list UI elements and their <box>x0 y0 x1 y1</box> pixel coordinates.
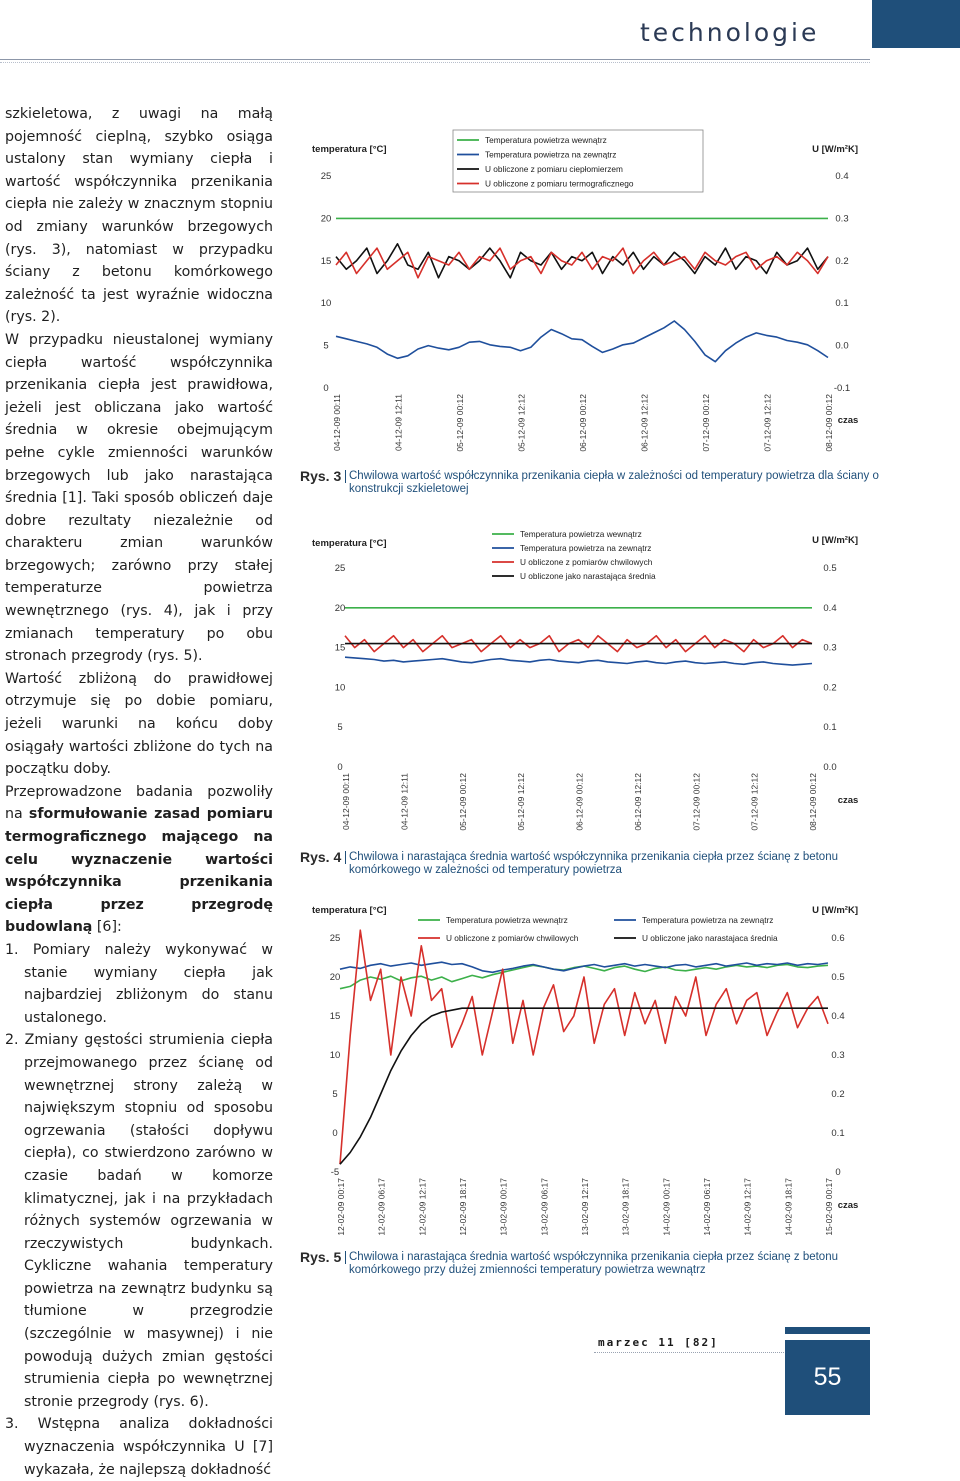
time-axis-label: czas <box>837 795 859 806</box>
right-tick-label: 0.3 <box>831 1050 845 1061</box>
x-tick-label: 08-12-09 00:12 <box>824 394 834 452</box>
left-axis-label: temperatura [°C] <box>312 905 387 916</box>
series-line <box>336 321 828 362</box>
right-tick-label: 0.5 <box>831 972 845 983</box>
page-number: 55 <box>785 1340 870 1415</box>
header-dotted-rule <box>0 62 870 63</box>
x-tick-label: 14-02-09 12:17 <box>742 1178 753 1236</box>
x-tick-label: 04-12-09 12:11 <box>393 394 404 452</box>
legend-label: Temperatura powietrza na zewnątrz <box>520 543 652 553</box>
list-item-text: 3. Wstępna analiza dokładności wyznaczenia współczynnika U [7] wykazała, że najlepszą dokładność <box>5 1416 273 1478</box>
left-tick-label: 25 <box>334 563 346 574</box>
x-tick-label: 06-12-09 00:12 <box>574 773 585 831</box>
legend-label: U obliczone z pomiarów chwilowych <box>520 557 653 567</box>
list-item-text: 1. Pomiary należy wykonywać w stanie wymiany ciepła jak najbardziej zbliżonym do stanu ustalonego. <box>5 941 273 1026</box>
header-rule <box>0 59 870 60</box>
x-tick-label: 05-12-09 12:12 <box>516 394 527 452</box>
x-tick-label: 08-12-09 00:12 <box>808 773 818 831</box>
legend-label: U obliczone z pomiarów chwilowych <box>446 933 579 943</box>
paragraph: Wartość zbliżoną do prawidłowej otrzymuje się po dobie pomiaru, jeżeli warunki na końcu doby osiągały wartości zbliżone do tych na początku doby. <box>5 670 273 778</box>
left-axis-label: temperatura [°C] <box>312 144 387 155</box>
bold-text: sformułowanie zasad pomiaru termograficznego mającego na celu wyznaczenie wartości współczynnika przenikania ciepła przez przegrodę budowlaną <box>5 806 273 936</box>
time-axis-label: czas <box>837 1200 859 1211</box>
time-axis-label: czas <box>837 415 859 426</box>
x-tick-label: 06-12-09 12:12 <box>639 394 650 452</box>
left-tick-label: 20 <box>320 213 332 225</box>
x-tick-label: 06-12-09 00:12 <box>578 394 588 452</box>
x-tick-label: 04-12-09 12:11 <box>399 773 410 831</box>
x-tick-label: 04-12-09 00:11 <box>341 773 351 831</box>
list-item <box>5 1413 273 1481</box>
x-tick-label: 13-02-09 18:17 <box>620 1178 631 1236</box>
figure-3-caption <box>300 470 900 500</box>
x-tick-label: 14-02-09 00:17 <box>661 1178 672 1236</box>
section-title: technologie <box>640 18 820 47</box>
caption-divider <box>345 851 346 864</box>
series-line <box>336 248 828 278</box>
right-tick-label: 0.4 <box>835 171 849 182</box>
figure-4-chart <box>300 513 960 843</box>
caption-divider <box>345 470 346 483</box>
x-tick-label: 13-02-09 06:17 <box>539 1178 550 1236</box>
series-line <box>340 1008 828 1164</box>
x-tick-label: 14-02-09 06:17 <box>702 1178 712 1236</box>
text-run: [6]: <box>92 919 122 936</box>
left-tick-label: 10 <box>334 682 346 694</box>
left-tick-label: 15 <box>329 1011 341 1022</box>
left-tick-label: 10 <box>329 1050 341 1061</box>
x-tick-label: 04-12-09 00:11 <box>332 394 342 452</box>
right-tick-label: 0.4 <box>823 602 837 614</box>
x-tick-label: 12-02-09 00:17 <box>336 1178 346 1236</box>
series-line <box>340 962 828 972</box>
figure-label: Rys. 5 <box>300 1249 342 1265</box>
left-tick-label: 20 <box>329 972 341 983</box>
x-tick-label: 12-02-09 18:17 <box>458 1178 468 1236</box>
x-tick-label: 12-02-09 12:17 <box>417 1178 428 1236</box>
right-tick-label: 0.3 <box>823 642 837 654</box>
legend-label: Temperatura powietrza wewnątrz <box>446 915 568 925</box>
left-axis-label: temperatura [°C] <box>312 538 387 549</box>
paragraph: W przypadku nieustalonej wymiany ciepła wartość współczynnika przenikania ciepła jest prawidłowa, jeżeli jest obliczana jako wartość średnia w okresie obejmującym pełne cykle zmienności warunków brzegowych lub jako narastająca średnia [1]. Taki sposób obliczeń daje dobre rezultaty niezależnie od charakteru zmian warunków brzegowych; zarówno przy stałej temperaturze powietrza wewnętrznego (rys. 4), jak i przy zmianach temperatury po obu stronach przegrody (rys. 5). <box>5 331 273 665</box>
figure-label: Rys. 3 <box>300 468 342 484</box>
x-tick-label: 06-12-09 12:12 <box>632 773 643 831</box>
right-tick-label: 0.4 <box>831 1011 845 1022</box>
legend-label: Temperatura powietrza na zewnątrz <box>642 915 774 925</box>
right-tick-label: 0.2 <box>835 255 849 267</box>
right-axis-label: U [W/m²K] <box>812 144 858 155</box>
caption-text: Chwilowa i narastająca średnia wartość współczynnika przenikania ciepła przez ścianę z betonu komórkowego przy dużej zmienności temperatury powietrza wewnątrz <box>349 1251 838 1276</box>
series-line <box>345 657 812 665</box>
figure-label: Rys. 4 <box>300 849 342 865</box>
x-tick-label: 13-02-09 12:17 <box>580 1178 590 1236</box>
list-item <box>5 1029 273 1413</box>
text-run: Przeprowadzone badania pozwoliły na <box>5 783 273 823</box>
legend-label: Temperatura powietrza na zewnątrz <box>485 149 617 160</box>
caption-divider <box>345 1251 346 1264</box>
paragraph <box>5 781 273 939</box>
left-tick-label: 5 <box>337 722 343 734</box>
right-tick-label: 0.1 <box>835 298 849 310</box>
left-tick-label: 25 <box>320 171 332 182</box>
right-tick-label: 0.2 <box>823 682 837 694</box>
left-tick-label: 5 <box>332 1089 338 1100</box>
header-color-block <box>872 0 960 48</box>
legend-label: U obliczone jako narastająca średnia <box>520 571 656 581</box>
left-tick-label: 0 <box>323 383 329 394</box>
left-tick-label: 5 <box>323 340 329 352</box>
x-tick-label: 05-12-09 00:12 <box>457 773 468 831</box>
figure-3-chart <box>300 118 960 463</box>
series-line <box>336 244 828 278</box>
right-tick-label: 0.1 <box>823 722 837 734</box>
legend-label: U obliczone z pomiaru ciepłomierzem <box>485 164 623 174</box>
paragraph: szkieletowa, z uwagi na małą pojemność cieplną, szybko osiąga ustalony stan wymiany ciepła i wartość współczynnika przenikania ciepła nie zależy w znacznym stopniu od zmiany warunków brzegowych (rys. 3), natomiast w przypadku ściany z betonu komórkowego zależność ta jest wyraźnie widoczna (rys. 2). <box>5 106 273 326</box>
x-tick-label: 14-02-09 18:17 <box>783 1178 794 1236</box>
right-axis-label: U [W/m²K] <box>812 905 858 916</box>
right-tick-label: -0.1 <box>833 383 851 394</box>
left-tick-label: 25 <box>329 933 341 944</box>
x-tick-label: 07-12-09 12:12 <box>749 773 760 831</box>
legend-label: Temperatura powietrza wewnątrz <box>520 529 642 539</box>
right-tick-label: 0 <box>835 1167 841 1178</box>
left-tick-label: 15 <box>320 255 332 267</box>
x-tick-label: 05-12-09 00:12 <box>455 394 465 452</box>
footer-dotted-rule <box>594 1352 784 1353</box>
list-item <box>5 939 273 1029</box>
x-tick-label: 07-12-09 00:12 <box>701 394 711 452</box>
left-tick-label: 0 <box>337 762 343 773</box>
right-tick-label: 0.3 <box>835 213 849 225</box>
body-text-column <box>5 103 273 1481</box>
caption-text: Chwilowa i narastająca średnia wartość współczynnika przenikania ciepła przez ścianę z betonu komórkowego w zależności od temperatury powietrza <box>349 851 838 876</box>
right-tick-label: 0.2 <box>831 1089 845 1100</box>
footer-strip <box>785 1327 870 1334</box>
x-tick-label: 13-02-09 00:17 <box>498 1178 509 1236</box>
x-tick-label: 12-02-09 06:17 <box>376 1178 387 1236</box>
left-tick-label: 10 <box>320 298 332 310</box>
legend-label: U obliczone jako narastajaca średnia <box>642 933 778 943</box>
legend-label: U obliczone z pomiaru termograficznego <box>485 178 634 189</box>
left-tick-label: 0 <box>332 1128 338 1139</box>
right-tick-label: 0.6 <box>831 933 845 944</box>
caption-text: Chwilowa wartość współczynnika przenikania ciepła w zależności od temperatury powietrza dla ściany o konstrukcji szkieletowej <box>349 470 879 495</box>
left-tick-label: 20 <box>334 602 346 614</box>
right-tick-label: 0.1 <box>831 1128 845 1139</box>
x-tick-label: 07-12-09 00:12 <box>691 773 702 831</box>
list-item-text: 2. Zmiany gęstości strumienia ciepła przejmowanego przez ścianę od wewnętrznej strony zależą w największym stopniu od sposobu ogrzewania (stałości dopływu ciepła), co stwierdzono zarówno w czasie badań w komorze klimatycznej, jak i na przykładach różnych systemów ogrzewania w rzeczywistych budynkach. Cykliczne wahania temperatury powietrza na zewnątrz budynku są tłumione w przegrodzie (szczególnie w masywnej) i nie powodują dużych zmian gęstości strumienia ciepła po wewnętrznej stronie przegrody (rys. 6). <box>5 1032 273 1410</box>
legend-label: Temperatura powietrza wewnątrz <box>485 135 607 145</box>
right-tick-label: 0.0 <box>823 762 837 773</box>
right-tick-label: 0.5 <box>823 563 837 574</box>
x-tick-label: 15-02-09 00:17 <box>824 1178 834 1236</box>
issue-label: marzec 11 [82] <box>598 1336 719 1349</box>
left-tick-label: 15 <box>334 642 346 654</box>
x-tick-label: 05-12-09 12:12 <box>516 773 527 831</box>
figure-4-caption <box>300 851 900 881</box>
figure-5-caption <box>300 1251 900 1281</box>
right-tick-label: 0.0 <box>835 340 849 352</box>
right-axis-label: U [W/m²K] <box>812 535 858 546</box>
left-tick-label: -5 <box>330 1167 340 1178</box>
figure-5-chart <box>300 895 960 1243</box>
x-tick-label: 07-12-09 12:12 <box>762 394 773 452</box>
